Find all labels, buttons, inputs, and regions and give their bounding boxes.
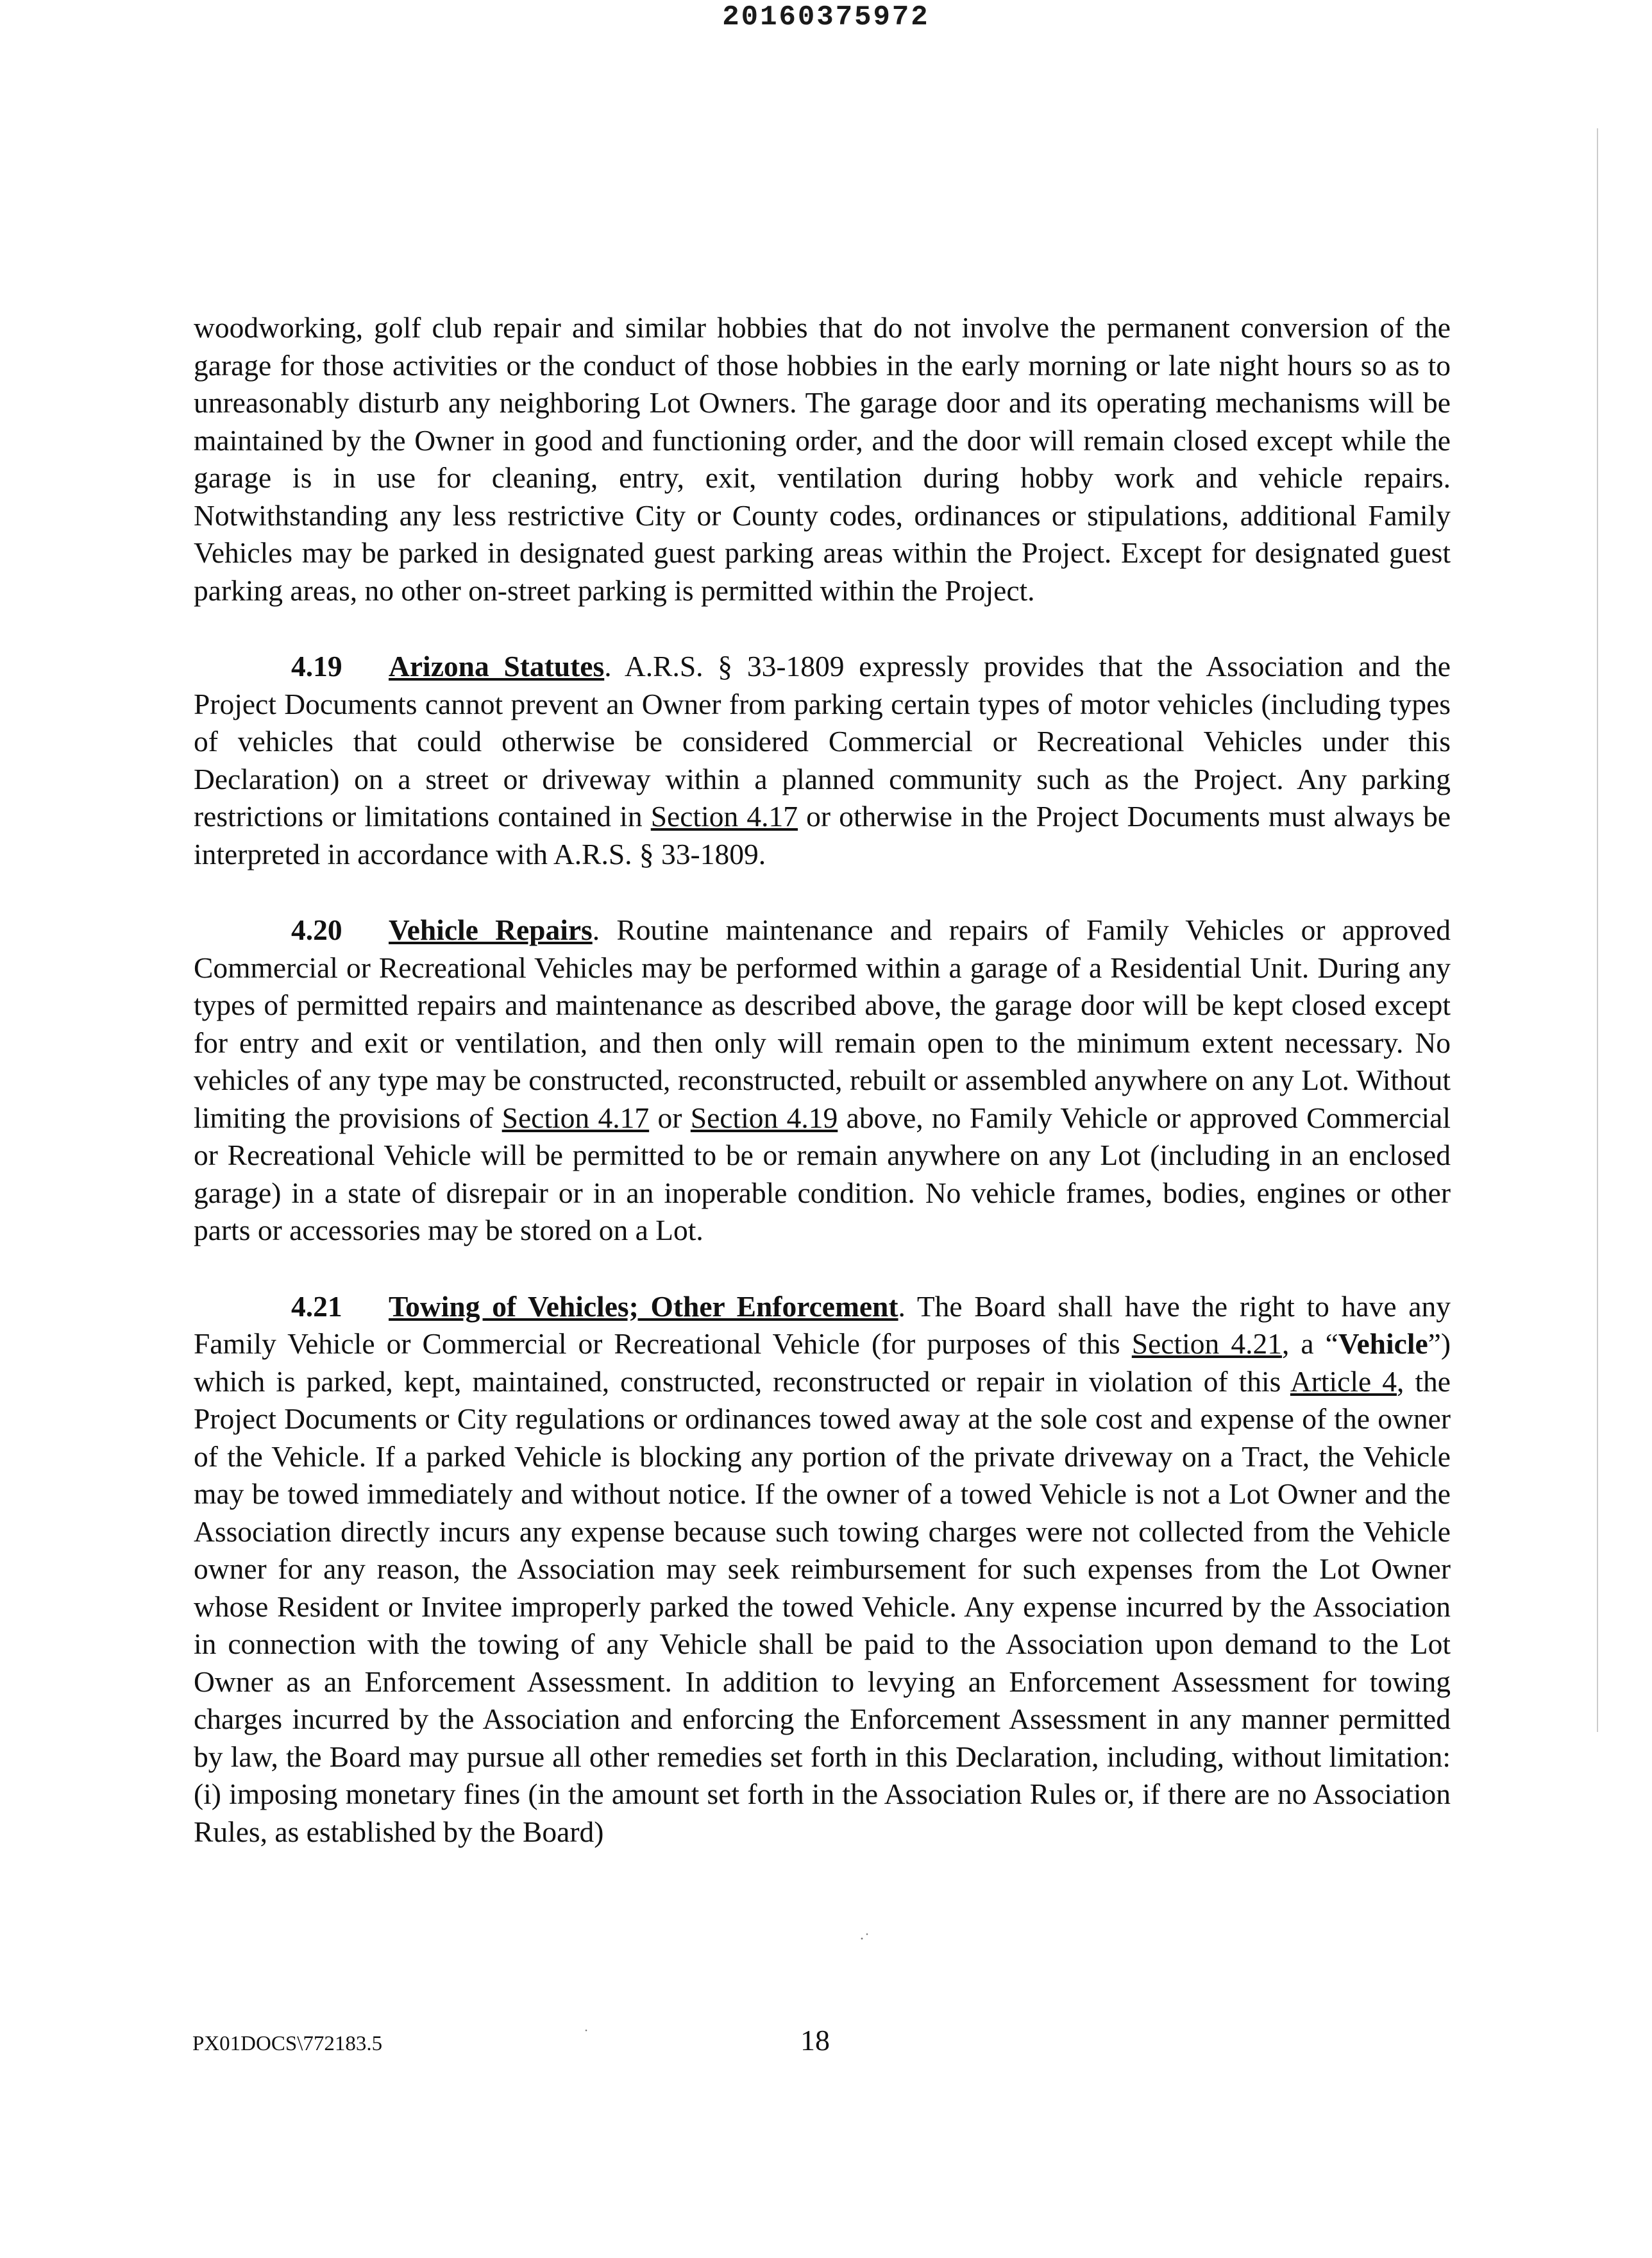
section-title: Vehicle Repairs	[389, 913, 593, 946]
section-text: . The Board shall have the right to have any Family Vehicle or Commercial or Recreational Vehicle (for purposes of this	[194, 1289, 1451, 1360]
scan-speck: ˙	[584, 2027, 589, 2044]
document-number: 20160375972	[722, 1, 930, 33]
section-number: 4.19	[291, 650, 342, 683]
scan-speck: ·˙	[859, 1931, 870, 1948]
section-text: or otherwise in the Project Documents must always be interpreted in accordance with A.R.S. § 33-1809.	[194, 800, 1451, 870]
section-reference: Section 4.21	[1131, 1327, 1282, 1360]
section-reference: Section 4.19	[690, 1101, 838, 1134]
section-number: 4.21	[291, 1289, 342, 1323]
section-reference: Section 4.17	[501, 1101, 650, 1134]
footer-document-id: PX01DOCS\772183.5	[192, 2032, 383, 2055]
section-text: above, no Family Vehicle or approved Commercial or Recreational Vehicle will be permitted to be or remain anywhere on any Lot (including in an enclosed garage) in a state of disrepair or in an inoperable condition. No vehicle frames, bodies, engines or other parts or accessories may be stored on a Lot.	[194, 1101, 1451, 1246]
section-4-19	[194, 648, 1451, 873]
scan-edge-line	[1597, 128, 1598, 1732]
page-number: 18	[800, 2024, 830, 2057]
section-text: . A.R.S. § 33-1809 expressly provides that the Association and the Project Documents cannot prevent an Owner from parking certain types of motor vehicles (including types of vehicles that could otherwise be considered Commercial or Recreational Vehicles under this Declaration) on a street or driveway within a planned community such as the Project. Any parking restrictions or limitations contained in	[194, 650, 1451, 833]
document-body	[194, 309, 1451, 1889]
article-reference: Article 4	[1290, 1364, 1397, 1398]
section-text: . Routine maintenance and repairs of Family Vehicles or approved Commercial or Recreational Vehicles may be performed within a garage of a Residential Unit. During any types of permitted repairs and maintenance as described above, the garage door will be kept closed except for entry and exit or ventilation, and then only will remain open to the minimum extent necessary. No vehicles of any type may be constructed, reconstructed, rebuilt or assembled anywhere on any Lot. Without limiting the provisions of	[194, 913, 1451, 1134]
section-4-20	[194, 912, 1451, 1250]
section-number: 4.20	[291, 913, 342, 946]
section-reference: Section 4.17	[650, 800, 798, 833]
defined-term: Vehicle	[1338, 1327, 1428, 1360]
section-text: ”) which is parked, kept, maintained, constructed, reconstructed or repair in violation of this	[194, 1327, 1451, 1398]
section-4-21	[194, 1288, 1451, 1851]
section-text: , a “	[1281, 1327, 1338, 1360]
section-text: or	[649, 1101, 691, 1134]
section-title: Towing of Vehicles; Other Enforcement	[389, 1289, 898, 1323]
paragraph-text: woodworking, golf club repair and similar hobbies that do not involve the permanent conversion of the garage for those activities or the conduct of those hobbies in the early morning or late night hours so as to unreasonably disturb any neighboring Lot Owners. The garage door and its operating mechanisms will be maintained by the Owner in good and functioning order, and the door will remain closed except while the garage is in use for cleaning, entry, exit, ventilation during hobby work and vehicle repairs. Notwithstanding any less restrictive City or County codes, ordinances or stipulations, additional Family Vehicles may be parked in designated guest parking areas within the Project. Except for designated guest parking areas, no other on-street parking is permitted within the Project.	[194, 311, 1451, 607]
section-text: , the Project Documents or City regulations or ordinances towed away at the sole cost and expense of the owner of the Vehicle. If a parked Vehicle is blocking any portion of the private driveway on a Tract, the Vehicle may be towed immediately and without notice. If the owner of a towed Vehicle is not a Lot Owner and the Association directly incurs any expense because such towing charges were not collected from the Vehicle owner for any reason, the Association may seek reimbursement for such expenses from the Lot Owner whose Resident or Invitee improperly parked the towed Vehicle. Any expense incurred by the Association in connection with the towing of any Vehicle shall be paid to the Association upon demand to the Lot Owner as an Enforcement Assessment. In addition to levying an Enforcement Assessment for towing charges incurred by the Association and enforcing the Enforcement Assessment in any manner permitted by law, the Board may pursue all other remedies set forth in this Declaration, including, without limitation: (i) imposing monetary fines (in the amount set forth in the Association Rules or, if there are no Association Rules, as established by the Board)	[194, 1364, 1451, 1848]
section-title: Arizona Statutes	[389, 650, 605, 683]
paragraph-continuation	[194, 309, 1451, 609]
